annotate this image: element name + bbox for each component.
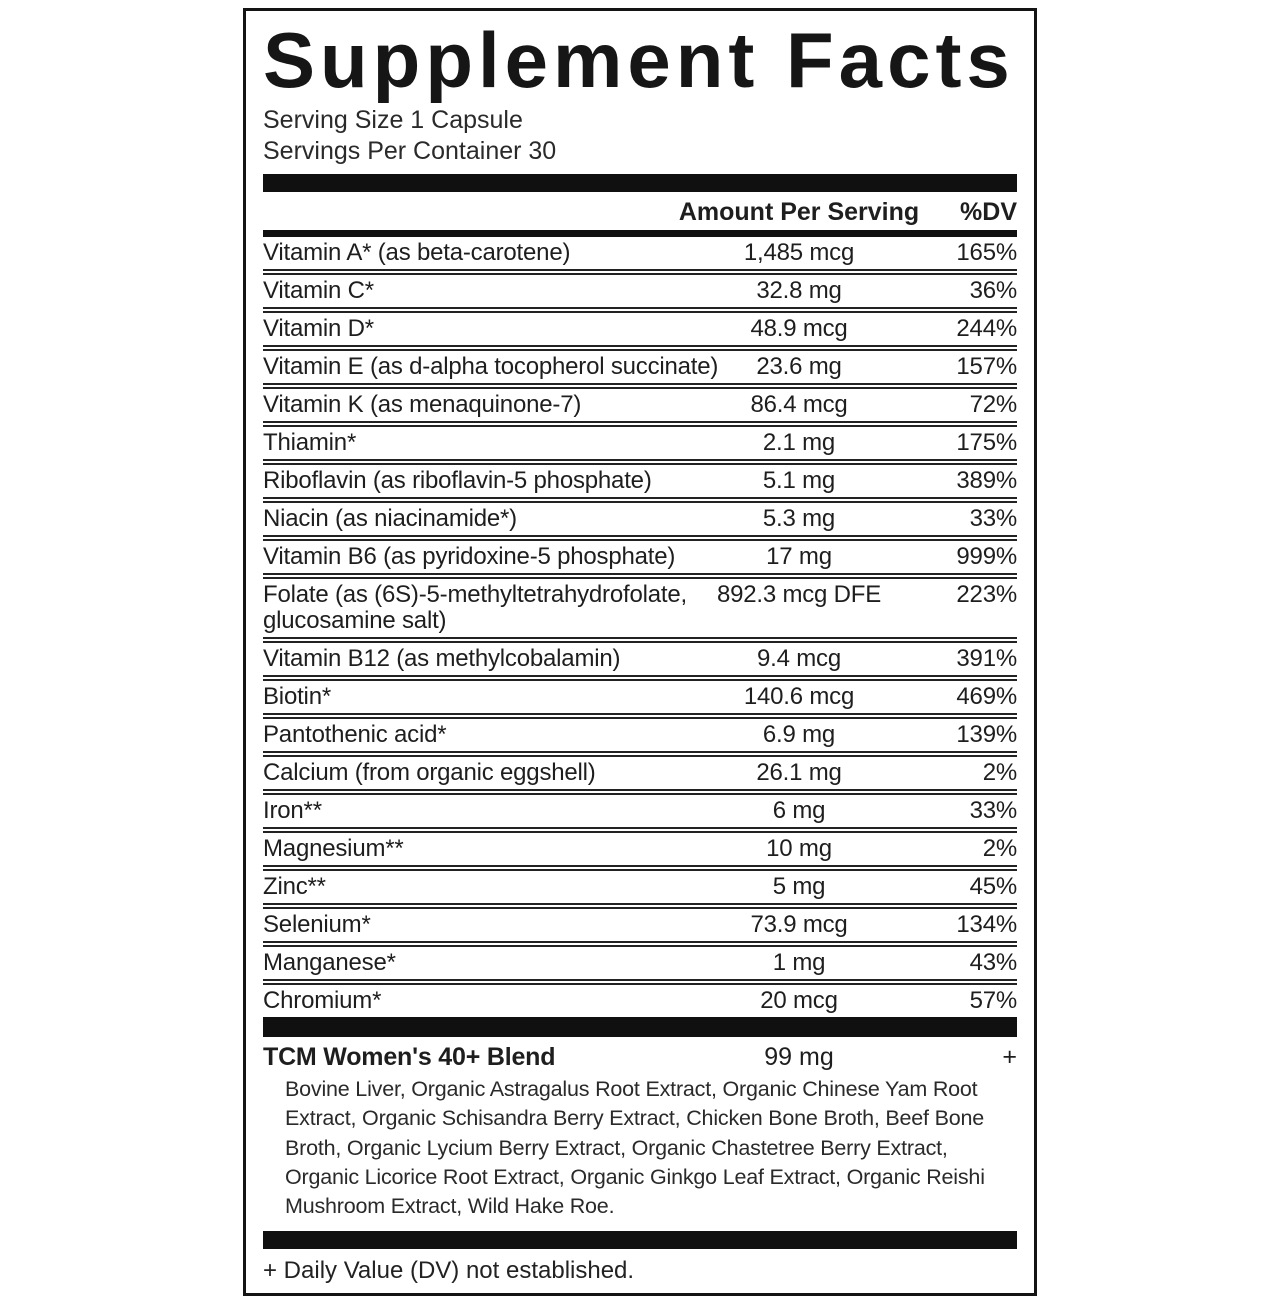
- nutrient-dv: 157%: [956, 353, 1017, 381]
- nutrient-amount: 892.3 mcg DFE: [716, 581, 882, 609]
- nutrient-dv: 43%: [969, 949, 1017, 977]
- blend-ingredients: Bovine Liver, Organic Astragalus Root Extract, Organic Chinese Yam Root Extract, Organic Schisandra Berry Extract, Chicken Bone Broth, Beef Bone Broth, Organic Lycium Berry Extract, Organic Chastetree Berry Extract, Organic Licorice Root Extract, Organic Ginkgo Leaf Extract, Organic Reishi Mushroom Extract, Wild Hake Roe.: [285, 1077, 985, 1219]
- divider-bar-blend: [263, 1017, 1017, 1037]
- serving-size-line: Serving Size 1 Capsule: [263, 106, 523, 135]
- nutrient-dv: 223%: [956, 581, 1017, 609]
- nutrient-name: Vitamin A* (as beta-carotene): [263, 239, 571, 267]
- nutrient-name: Zinc**: [263, 873, 326, 901]
- table-row: [263, 751, 1017, 789]
- blend-dv-plus: +: [1002, 1043, 1017, 1072]
- nutrient-dv: 139%: [956, 721, 1017, 749]
- nutrient-amount: 9.4 mcg: [757, 645, 841, 673]
- nutrient-name: Biotin*: [263, 683, 331, 711]
- nutrient-name: Pantothenic acid*: [263, 721, 447, 749]
- daily-value-footnote: + Daily Value (DV) not established.: [263, 1257, 635, 1285]
- nutrient-amount: 26.1 mg: [756, 759, 842, 787]
- nutrient-name: Magnesium**: [263, 835, 404, 863]
- nutrient-amount: 1 mg: [772, 949, 826, 977]
- table-row: [263, 865, 1017, 903]
- nutrient-amount: 140.6 mcg: [743, 683, 855, 711]
- table-row: [263, 979, 1017, 1017]
- nutrient-rows: [263, 237, 1017, 1017]
- nutrient-name: Calcium (from organic eggshell): [263, 759, 596, 787]
- table-row: [263, 421, 1017, 459]
- nutrient-name: Riboflavin (as riboflavin-5 phosphate): [263, 467, 652, 495]
- nutrient-dv: 391%: [956, 645, 1017, 673]
- table-row: [263, 941, 1017, 979]
- table-row: [263, 237, 1017, 269]
- nutrient-name: Iron**: [263, 797, 322, 825]
- table-row: [263, 269, 1017, 307]
- nutrient-amount: 20 mcg: [760, 987, 838, 1015]
- nutrient-name: Manganese*: [263, 949, 396, 977]
- nutrient-dv: 134%: [956, 911, 1017, 939]
- nutrient-name: Folate (as (6S)-5-methyltetrahydrofolate, glucosamine salt): [263, 581, 687, 635]
- nutrient-name: Thiamin*: [263, 429, 357, 457]
- nutrient-dv: 33%: [969, 797, 1017, 825]
- column-header-row: [263, 192, 1017, 230]
- table-row: [263, 535, 1017, 573]
- blend-name: TCM Women's 40+ Blend: [263, 1043, 556, 1072]
- nutrient-dv: 72%: [969, 391, 1017, 419]
- table-row: [263, 789, 1017, 827]
- nutrient-dv: 999%: [956, 543, 1017, 571]
- nutrient-name: Vitamin B12 (as methylcobalamin): [263, 645, 621, 673]
- table-row: [263, 345, 1017, 383]
- table-row: [263, 637, 1017, 675]
- nutrient-name: Vitamin D*: [263, 315, 374, 343]
- nutrient-amount: 48.9 mcg: [750, 315, 848, 343]
- nutrient-amount: 6 mg: [772, 797, 826, 825]
- nutrient-dv: 469%: [956, 683, 1017, 711]
- nutrient-dv: 57%: [969, 987, 1017, 1015]
- nutrient-name: Selenium*: [263, 911, 371, 939]
- blend-row: [263, 1037, 1017, 1073]
- amount-per-serving-header: Amount Per Serving: [678, 198, 920, 227]
- nutrient-amount: 23.6 mg: [756, 353, 842, 381]
- nutrient-amount: 86.4 mcg: [750, 391, 848, 419]
- divider-bar-header: [263, 230, 1017, 237]
- table-row: [263, 307, 1017, 345]
- nutrient-dv: 45%: [969, 873, 1017, 901]
- nutrient-dv: 244%: [956, 315, 1017, 343]
- nutrient-amount: 73.9 mcg: [750, 911, 848, 939]
- nutrient-amount: 10 mg: [766, 835, 832, 863]
- nutrient-amount: 5.3 mg: [762, 505, 836, 533]
- nutrient-name: Chromium*: [263, 987, 382, 1015]
- nutrient-amount: 5 mg: [772, 873, 826, 901]
- table-row: [263, 675, 1017, 713]
- panel-title: Supplement Facts: [263, 16, 1015, 104]
- supplement-facts-panel: [243, 8, 1037, 1296]
- nutrient-amount: 6.9 mg: [762, 721, 836, 749]
- nutrient-name: Vitamin B6 (as pyridoxine-5 phosphate): [263, 543, 676, 571]
- blend-amount: 99 mg: [764, 1043, 834, 1072]
- divider-bar-footnote: [263, 1231, 1017, 1249]
- nutrient-name: Vitamin K (as menaquinone-7): [263, 391, 582, 419]
- nutrient-amount: 17 mg: [766, 543, 832, 571]
- nutrient-amount: 32.8 mg: [756, 277, 842, 305]
- nutrient-dv: 36%: [969, 277, 1017, 305]
- servings-per-container-line: Servings Per Container 30: [263, 136, 557, 165]
- nutrient-amount: 1,485 mcg: [743, 239, 855, 267]
- nutrient-dv: 2%: [982, 835, 1017, 863]
- nutrient-amount: 2.1 mg: [762, 429, 836, 457]
- divider-bar-top: [263, 174, 1017, 192]
- table-row: [263, 383, 1017, 421]
- nutrient-dv: 165%: [956, 239, 1017, 267]
- table-row: [263, 459, 1017, 497]
- nutrient-name: Vitamin E (as d-alpha tocopherol succinate): [263, 353, 719, 381]
- table-row: [263, 573, 1017, 637]
- nutrient-amount: 5.1 mg: [762, 467, 836, 495]
- table-row: [263, 827, 1017, 865]
- nutrient-name: Niacin (as niacinamide*): [263, 505, 517, 533]
- table-row: [263, 713, 1017, 751]
- nutrient-dv: 389%: [956, 467, 1017, 495]
- table-row: [263, 497, 1017, 535]
- nutrient-dv: 175%: [956, 429, 1017, 457]
- nutrient-dv: 33%: [969, 505, 1017, 533]
- table-row: [263, 903, 1017, 941]
- percent-dv-header: %DV: [960, 198, 1017, 227]
- nutrient-name: Vitamin C*: [263, 277, 374, 305]
- nutrient-dv: 2%: [982, 759, 1017, 787]
